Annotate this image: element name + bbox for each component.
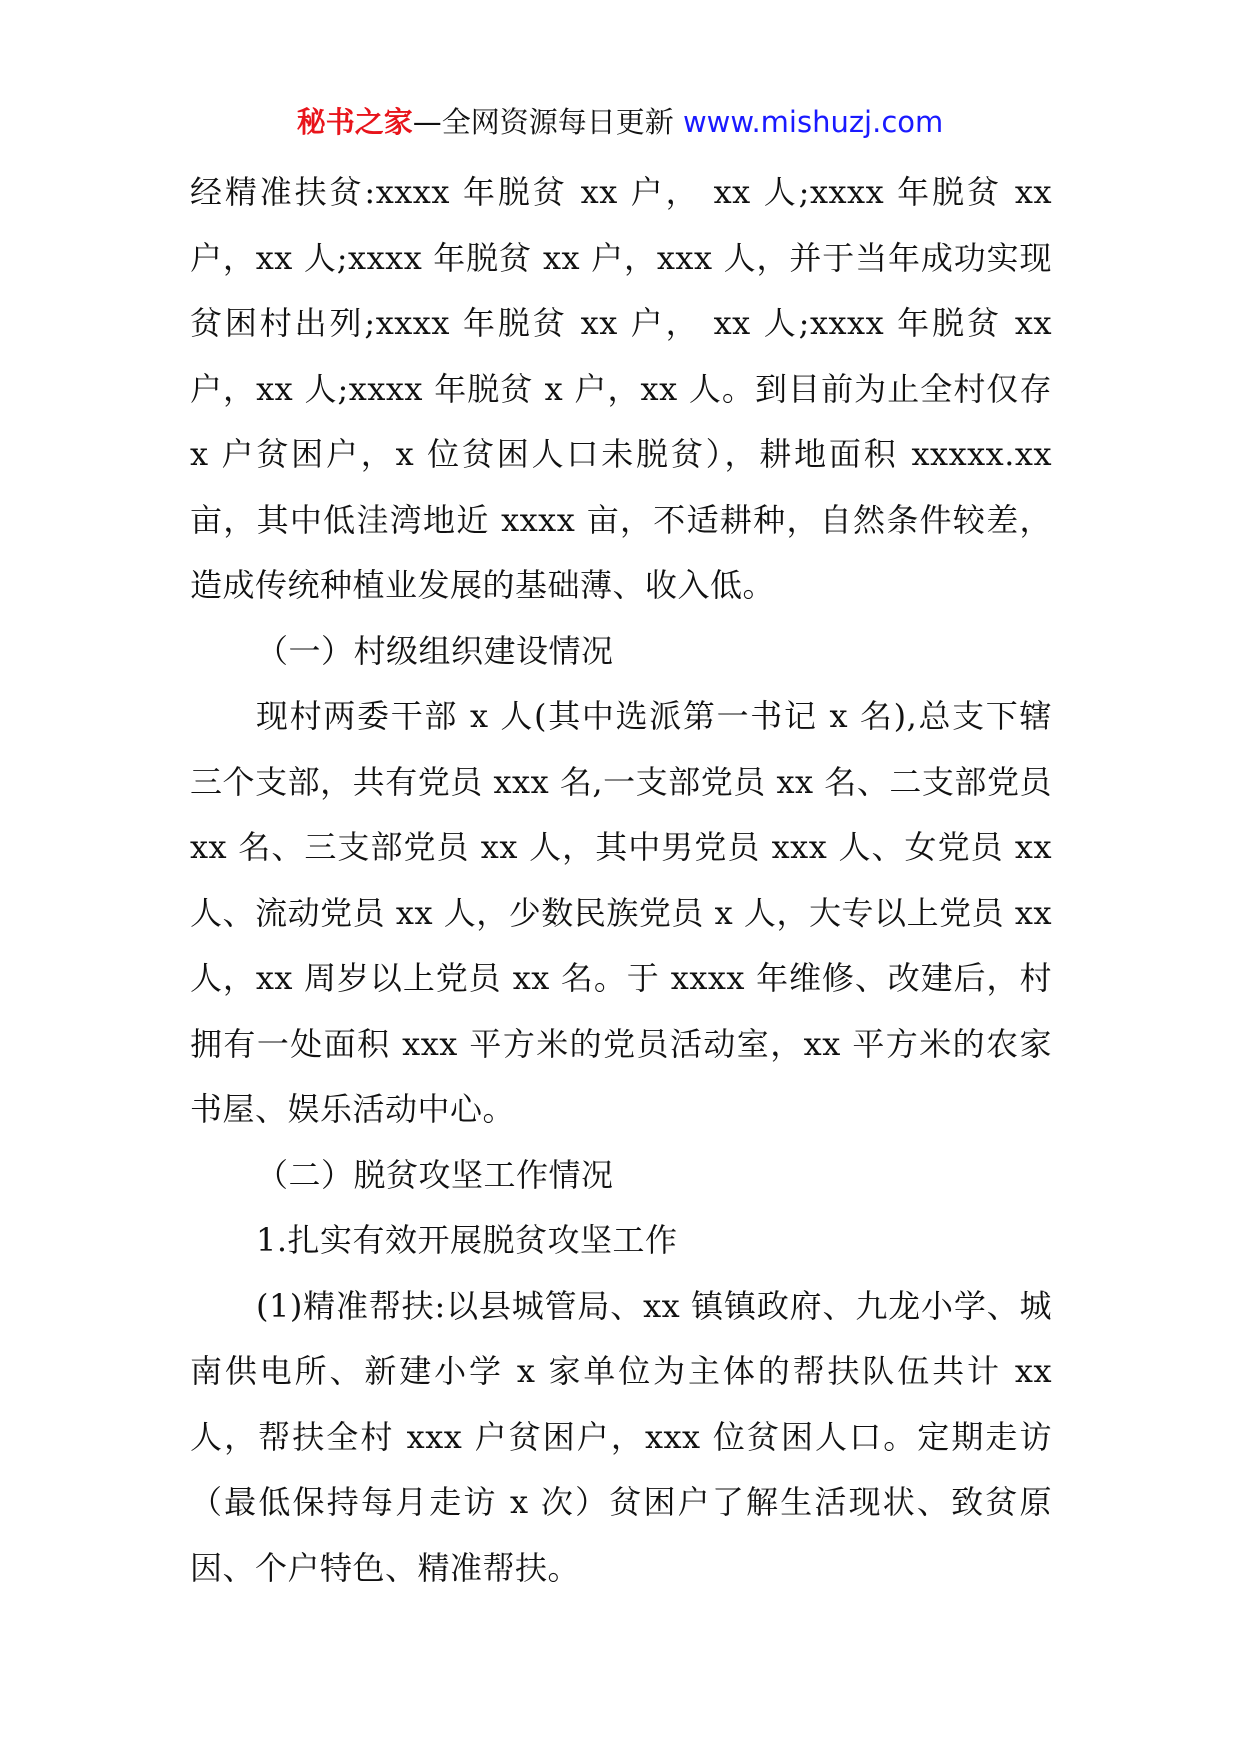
document-body	[190, 160, 1052, 1601]
paragraph-party-members: 现村两委干部 x 人(其中选派第一书记 x 名),总支下辖三个支部，共有党员 xxx 名,一支部党员 xx 名、二支部党员 xx 名、三支部党员 xx 人，其中男党员 xxx 人、女党员 xx 人、流动党员 xx 人，少数民族党员 x 人，大专以上党员 xx 人，xx 周岁以上党员 xx 名。于 xxxx 年维修、改建后，村拥有一处面积 xxx 平方米的党员活动室，xx 平方米的农家书屋、娱乐活动中心。	[190, 697, 1052, 1128]
brand-tagline: —全网资源每日更新	[412, 105, 683, 139]
paragraph-poverty-summary: 经精准扶贫:xxxx 年脱贫 xx 户， xx 人;xxxx 年脱贫 xx 户，xx 人;xxxx 年脱贫 xx 户，xxx 人，并于当年成功实现贫困村出列;xxxx 年脱贫 xx 户， xx 人;xxxx 年脱贫 xx 户，xx 人;xxxx 年脱贫 x 户，xx 人。到目前为止全村仅存 x 户贫困户，x 位贫困人口未脱贫），耕地面积 xxxxx.xx 亩，其中低洼湾地近 xxxx 亩，不适耕种，自然条件较差，造成传统种植业发展的基础薄、收入低。	[190, 173, 1052, 604]
section-heading-poverty-alleviation: （二）脱贫攻坚工作情况	[256, 1155, 614, 1194]
subheading-effective-work: 1.扎实有效开展脱贫攻坚工作	[256, 1221, 678, 1259]
site-url-link[interactable]: www.mishuzj.com	[682, 105, 944, 139]
brand-name: 秘书之家	[296, 105, 413, 139]
site-banner	[0, 100, 1240, 144]
section-heading-village-organization: （一）村级组织建设情况	[256, 631, 614, 670]
paragraph-targeted-assistance: (1)精准帮扶:以县城管局、xx 镇镇政府、九龙小学、城南供电所、新建小学 x 家单位为主体的帮扶队伍共计 xx 人，帮扶全村 xxx 户贫困户，xxx 位贫困人口。定期走访（最低保持每月走访 x 次）贫困户了解生活现状、致贫原因、个户特色、精准帮扶。	[190, 1286, 1052, 1587]
